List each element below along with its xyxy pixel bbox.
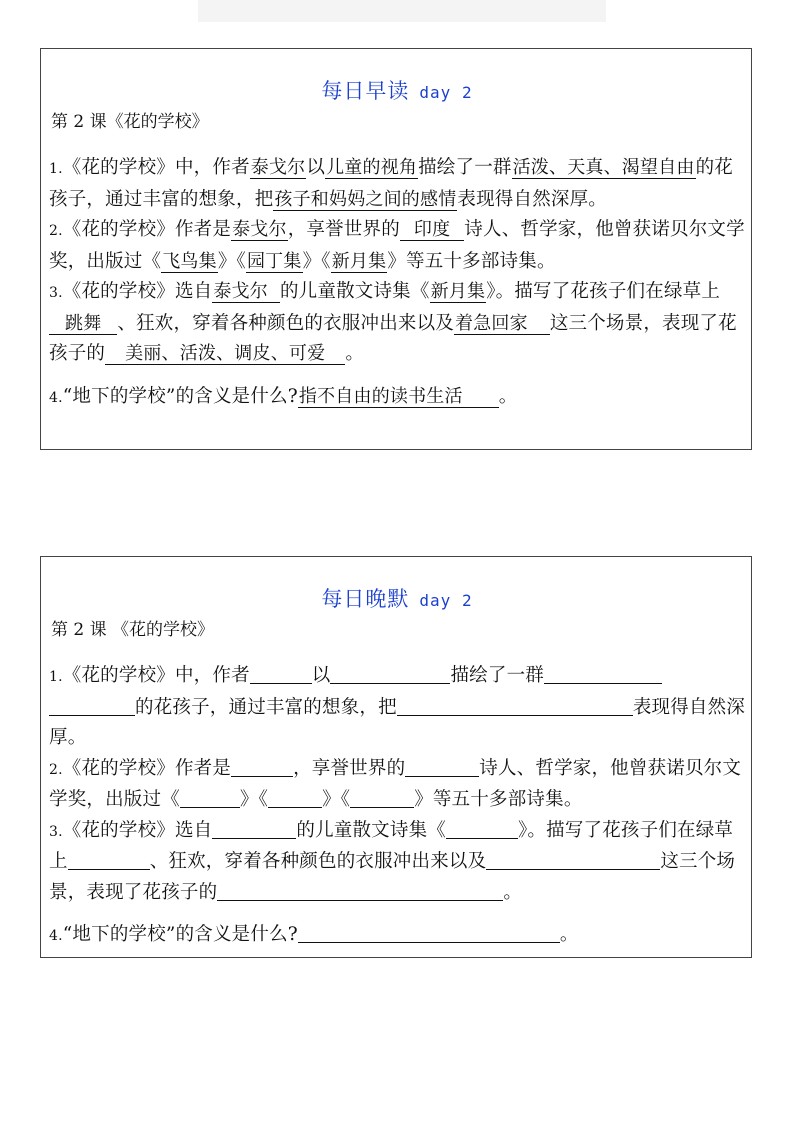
question-text: 。 (498, 385, 518, 407)
question-1 (49, 661, 745, 754)
question-2 (49, 215, 745, 277)
answer-blank[interactable] (212, 818, 296, 839)
question-text: 》。描写了花孩子们在绿草上 (486, 281, 721, 302)
answer-blank[interactable] (49, 695, 135, 716)
question-text: 表现得自然深厚。 (49, 696, 746, 748)
question-text: 》《 (322, 789, 351, 810)
answer-blank[interactable] (446, 818, 518, 839)
question-number: 4. (49, 389, 63, 406)
question-text: 描绘了一群 (450, 665, 544, 686)
card-title (41, 75, 753, 105)
question-4 (49, 920, 745, 952)
question-text: ，享誉世界的 (293, 757, 406, 779)
question-text: 的花孩子，通过丰富的想象，把 (49, 157, 734, 210)
question-text: 《花的学校》中，作者 (62, 157, 250, 178)
answer-author: 泰戈尔 (212, 281, 280, 303)
answer-scene-1: 跳舞 (49, 313, 117, 335)
answer-traits: 活泼、天真、渴望自由 (512, 157, 695, 178)
question-3 (49, 277, 745, 370)
answer-perspective: 儿童的视角 (326, 157, 418, 178)
question-text: 。 (503, 881, 523, 903)
question-text: ，享誉世界的 (287, 219, 400, 240)
morning-reading-card (40, 48, 752, 450)
question-text: 。 (559, 924, 579, 945)
answer-blank[interactable] (397, 695, 633, 716)
answer-blank[interactable] (350, 787, 414, 808)
question-text: 》《 (217, 250, 246, 272)
evening-dictation-card (40, 556, 752, 958)
question-text: 的花孩子，通过丰富的想象，把 (135, 696, 397, 718)
answer-blank[interactable] (217, 880, 503, 901)
question-list (49, 153, 745, 413)
answer-blank[interactable] (486, 849, 556, 870)
day-label: day 2 (419, 591, 473, 610)
answer-author: 泰戈尔 (232, 219, 287, 240)
question-number: 1. (49, 161, 63, 177)
question-number: 3. (49, 823, 63, 840)
day-label: day 2 (419, 83, 473, 102)
question-text: 《花的学校》中，作者 (62, 665, 250, 686)
answer-blank[interactable] (330, 663, 450, 684)
question-text: 《花的学校》作者是 (62, 757, 232, 779)
question-text: 》等五十多部诗集。 (387, 250, 556, 272)
question-text: 的儿童散文诗集《 (279, 281, 430, 302)
question-text: 这三个场景，表现了花孩子的 (49, 851, 736, 903)
answer-blank[interactable] (544, 663, 662, 684)
top-header-bar (198, 0, 606, 22)
question-text: 以 (311, 665, 331, 686)
question-text: 以 (306, 157, 326, 178)
question-text: 、狂欢，穿着各种颜色的衣服冲出来以及 (117, 312, 455, 334)
question-text: 》《 (302, 250, 331, 272)
question-4 (49, 382, 745, 414)
answer-author: 泰戈尔 (250, 157, 306, 178)
answer-book-1: 飞鸟集 (162, 250, 217, 272)
lesson-heading: 第 2 课《花的学校》 (51, 112, 209, 132)
answer-book-2: 园丁集 (246, 250, 302, 272)
answer-traits: 美丽、活泼、调皮、可爱 (105, 343, 345, 365)
answer-blank[interactable] (231, 756, 293, 777)
answer-blank[interactable] (298, 922, 560, 943)
question-list (49, 661, 745, 952)
answer-emotion: 孩子和妈妈之间的感情 (274, 188, 457, 210)
question-number: 2. (49, 223, 63, 239)
card-title-text: 每日晚默 (321, 587, 410, 611)
card-title-text: 每日早读 (321, 79, 410, 103)
question-text: 诗人、哲学家，他曾获诺贝尔文学奖，出版过《 (49, 219, 745, 272)
question-text: 这三个场景，表现了花孩子的 (49, 312, 737, 364)
answer-scene-3: 着急回家 (454, 313, 550, 335)
answer-collection: 新月集 (430, 281, 486, 302)
question-text: 《花的学校》作者是 (62, 219, 232, 240)
question-number: 2. (49, 761, 63, 778)
answer-blank[interactable] (250, 663, 312, 684)
question-text: 《花的学校》选自 (62, 281, 213, 302)
question-number: 3. (49, 285, 63, 301)
answer-blank[interactable] (68, 849, 150, 870)
lesson-heading: 第 2 课 《花的学校》 (51, 620, 215, 640)
answer-country: 印度 (400, 219, 464, 241)
question-text: 。 (345, 343, 365, 364)
question-text: 表现得自然深厚。 (457, 188, 608, 210)
card-title (41, 583, 753, 613)
question-2 (49, 754, 745, 816)
question-text: 》等五十多部诗集。 (414, 789, 583, 810)
answer-meaning: 指不自由的读书生活 (298, 386, 499, 408)
question-text: “地下的学校”的含义是什么? (62, 385, 298, 407)
question-text: 》《 (239, 789, 269, 810)
question-text: 《花的学校》选自 (62, 819, 213, 841)
question-1 (49, 153, 745, 215)
question-number: 4. (49, 928, 63, 944)
question-number: 1. (49, 669, 63, 685)
answer-blank[interactable] (556, 849, 660, 870)
question-text: “地下的学校”的含义是什么? (62, 924, 298, 945)
answer-blank[interactable] (405, 756, 479, 777)
answer-blank[interactable] (180, 787, 240, 808)
question-text: 诗人、哲学家，他曾获诺贝尔文学奖，出版过《 (49, 757, 742, 810)
answer-blank[interactable] (268, 787, 322, 808)
question-text: 、狂欢，穿着各种颜色的衣服冲出来以及 (149, 851, 487, 872)
question-text: 》。描写了花孩子们在绿草上 (49, 819, 734, 872)
answer-book-3: 新月集 (331, 250, 387, 272)
question-text: 的儿童散文诗集《 (296, 819, 446, 841)
question-text: 描绘了一群 (418, 157, 512, 178)
question-3 (49, 816, 745, 909)
